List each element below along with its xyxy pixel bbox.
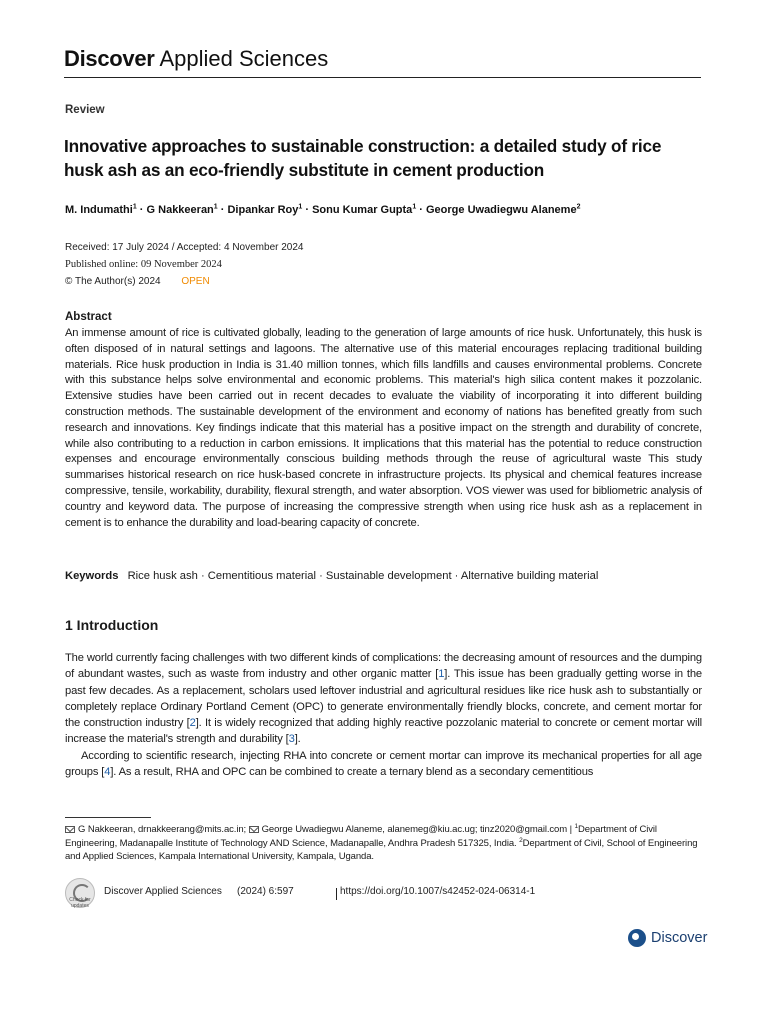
abstract-heading: Abstract — [65, 311, 112, 323]
text-run: ]. As a result, RHA and OPC can be combined to create a ternary blend as a secondary cementitious — [110, 766, 594, 779]
article-title: Innovative approaches to sustainable construction: a detailed study of rice husk ash as an eco-friendly substitute in cement production — [64, 136, 662, 180]
footnote-rule — [65, 817, 151, 818]
published-date: Published online: 09 November 2024 — [65, 259, 222, 270]
citation-link[interactable]: 1 — [438, 668, 445, 681]
affiliation-1: Department of Civil Engineering, Madanapalle Institute of Technology AND Science, Madanapalle, Andhra Pradesh 517325, India. — [65, 824, 657, 849]
copyright-text: © The Author(s) 2024 — [65, 276, 161, 287]
footer-doi-link[interactable]: https://doi.org/10.1007/s42452-024-06314-1 — [340, 886, 536, 897]
affiliation-number: 1 — [574, 822, 579, 830]
keywords-list: Rice husk ash · Cementitious material · Sustainable development · Alternative building material — [127, 570, 599, 582]
header-rule — [64, 77, 701, 78]
introduction-paragraph-1 — [65, 650, 702, 748]
citation-link[interactable]: 2 — [189, 717, 196, 730]
introduction-heading: 1 Introduction — [65, 617, 159, 633]
footer-separator — [336, 888, 337, 900]
affiliation-2: Department of Civil, School of Engineering and Applied Sciences, Kampala International University, Kampala, Uganda. — [65, 837, 698, 862]
text-run: ]. This issue has been gradually getting worse in the past few decades. As a replacement, scholars used leftover industrial and agricultural residues like rice husk ash to substantially or completely replace Ordinary Portland Cement (OPC) to generate environmentally friendly blocks, concrete, and cement mortar for the construction industry [ — [65, 668, 703, 730]
author-affiliation: 2 — [576, 203, 581, 211]
abstract-text: An immense amount of rice is cultivated globally, leading to the generation of large amounts of rice husk. Unfortunately, this husk is often disposed of in natural settings and lagoons. The alternative use of this material encourages replacing traditional building materials. Rice husk production in India is 31.40 million tonnes, which fills landfills and causes environmental problems. Concrete with this substance helps solve environmental and economic problems. This material's high silica content makes it pozzolanic. Extensive studies have been carried out in recent decades to evaluate the viability of incorporating it into different building construction methods. The sustainable development of the environment and economy of nations has benefited greatly from such research and innovations. Key findings indicate that this material has a positive impact on the strength and durability of concrete, while also contributing to a reduction in carbon emissions. It implications that this material has the potential to reduce construction expenses and encourage environmentally conscious building methods through the reuse of agricultural waste This study summarises historical research on rice husk-based concrete in infrastructure projects. Its physical and chemical features increase compressive, tensile, workability, durability, flexural strength, and water absorption. VOS viewer was used for bibliometric analysis of country and keyword data. The purpose of increasing the compressive strength when using rice husk ash as a replacement in cement is to enhance the durability and load-bearing capacity of concrete. — [65, 327, 702, 529]
journal-header — [64, 44, 701, 74]
introduction-paragraph-2 — [65, 748, 702, 781]
text-run: According to scientific research, injecting RHA into concrete or cement mortar can improve its mechanical properties for all age groups [ — [65, 749, 702, 779]
author-name[interactable]: G Nakkeeran — [146, 204, 214, 216]
author-list: M. Indumathi$^1$ · G Nakkeeran$^1$ · Dipankar Roy$^1$ · Sonu Kumar Gupta$^1$ · George Uwadiegwu Alaneme$^2$ — [65, 203, 581, 216]
discover-logo-text: Discover — [651, 930, 708, 946]
affiliation-number: 2 — [519, 836, 523, 844]
article-dates — [65, 239, 303, 290]
text-run: ]. It is widely recognized that adding highly reactive pozzolanic material to concrete or cement mortar will increase the material's strength and durability [ — [65, 717, 702, 746]
citation-link[interactable]: 4 — [104, 766, 111, 779]
author-affiliation: 1 — [213, 203, 218, 211]
keywords — [65, 570, 702, 582]
author-affiliation: 1 — [412, 203, 417, 211]
journal-brand-bold: Discover — [64, 46, 155, 71]
footer-journal-name: Discover Applied Sciences — [104, 886, 222, 897]
author-affiliation: 1 — [298, 203, 303, 211]
footnote — [65, 823, 705, 864]
keywords-label: Keywords — [65, 570, 119, 582]
footer-issue: (2024) 6:597 — [237, 886, 294, 897]
text-run: The world currently facing challenges with two different kinds of complications: the decreasing amount of resources and the dumping of abundant wastes, such as waste from industry and other organic matter [ — [65, 652, 702, 681]
discover-logo — [628, 928, 707, 948]
open-access-badge: OPEN — [181, 276, 210, 287]
received-accepted-date: Received: 17 July 2024 / Accepted: 4 November 2024 — [65, 242, 304, 253]
article-type: Review — [65, 104, 105, 116]
author-name[interactable]: George Uwadiegwu Alaneme — [426, 204, 577, 216]
author-affiliation: 1 — [132, 203, 137, 211]
author-name[interactable]: Dipankar Roy — [227, 204, 299, 216]
citation-link[interactable]: 3 — [288, 733, 295, 746]
discover-logo-icon — [628, 929, 646, 947]
author-name[interactable]: Sonu Kumar Gupta — [312, 204, 413, 216]
envelope-icon — [65, 826, 75, 833]
text-run: ]. — [294, 733, 301, 746]
copyright-line — [65, 273, 303, 290]
corresponding-author-2[interactable]: George Uwadiegwu Alaneme, alanemeg@kiu.ac.ug; tinz2020@gmail.com | — [261, 824, 572, 835]
corresponding-author-1[interactable]: G Nakkeeran, drnakkeerang@mits.ac.in; — [78, 824, 247, 835]
envelope-icon — [249, 826, 259, 833]
journal-brand-rest: Applied Sciences — [159, 46, 329, 71]
author-name[interactable]: M. Indumathi — [65, 204, 133, 216]
introduction-body — [65, 650, 702, 780]
check-for-updates-label: Check for updates — [69, 897, 91, 909]
